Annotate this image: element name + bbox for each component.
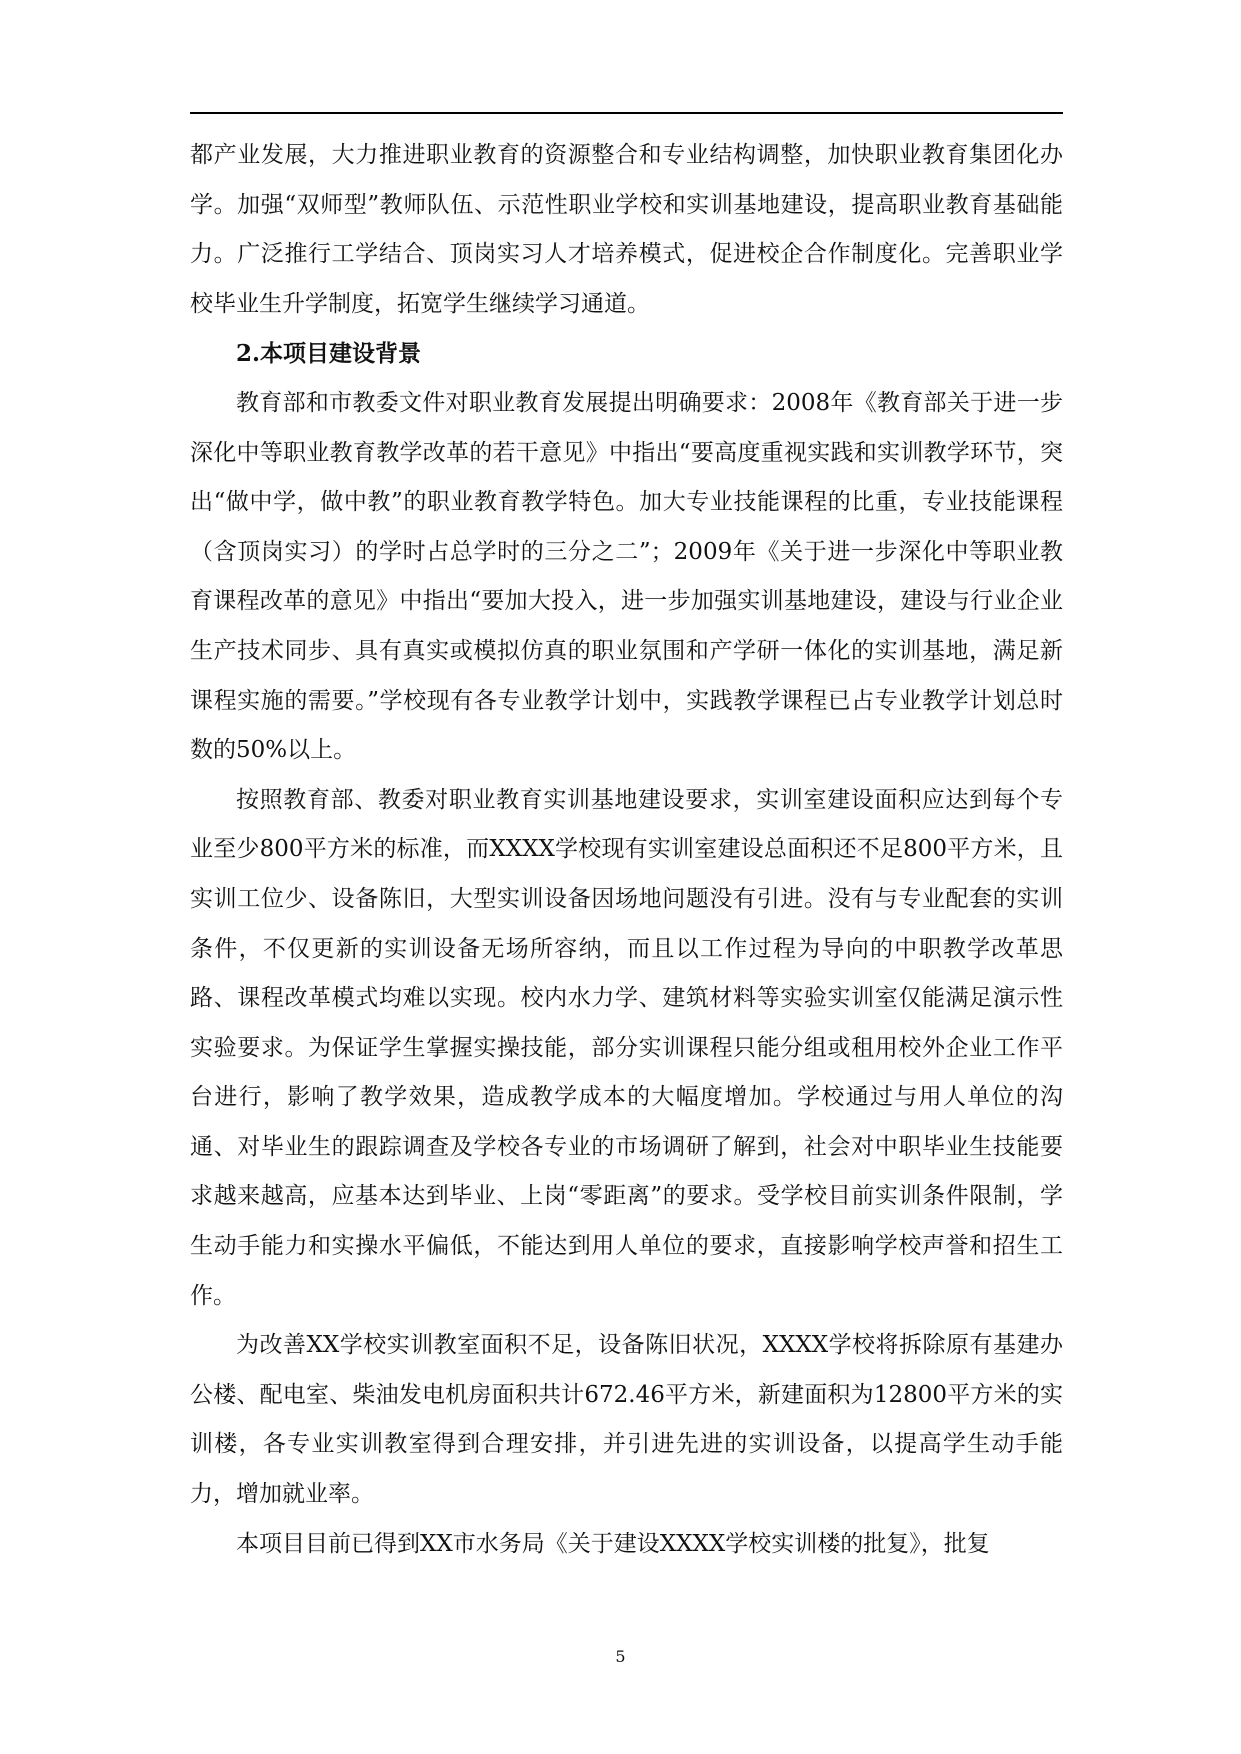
paragraph-approval: 本项目目前已得到XX市水务局《关于建设XXXX学校实训楼的批复》，批复 [236, 1530, 990, 1557]
paragraph-background-requirements: 教育部和市教委文件对职业教育发展提出明确要求：2008年《教育部关于进一步深化中等职业教育教学改革的若干意见》中指出“要高度重视实践和实训教学环节，突出“做中学，做中教”的职业教育教学特色。加大专业技能课程的比重，专业技能课程（含顶岗实习）的学时占总学时的三分之二”；2009年《关于进一步深化中等职业教育课程改革的意见》中指出“要加大投入，进一步加强实训基地建设，建设与行业企业生产技术同步、具有真实或模拟仿真的职业氛围和产学研一体化的实训基地，满足新课程实施的需要。”学校现有各专业教学计划中，实践教学课程已占专业教学计划总时数的50%以上。 [190, 389, 1063, 764]
page-number: 5 [615, 1647, 626, 1666]
section-heading: 2.本项目建设背景 [236, 340, 422, 368]
paragraph-training-base-standards: 按照教育部、教委对职业教育实训基地建设要求，实训室建设面积应达到每个专业至少800平方米的标准，而XXXX学校现有实训室建设总面积还不足800平方米，且实训工位少、设备陈旧，大型实训设备因场地问题没有引进。没有与专业配套的实训条件，不仅更新的实训设备无场所容纳，而且以工作过程为导向的中职教学改革思路、课程改革模式均难以实现。校内水力学、建筑材料等实验实训室仅能满足演示性实验要求。为保证学生掌握实操技能，部分实训课程只能分组或租用校外企业工作平台进行，影响了教学效果，造成教学成本的大幅度增加。学校通过与用人单位的沟通、对毕业生的跟踪调查及学校各专业的市场调研了解到，社会对中职毕业生技能要求越来越高，应基本达到毕业、上岗“零距离”的要求。受学校目前实训条件限制，学生动手能力和实操水平偏低，不能达到用人单位的要求，直接影响学校声誉和招生工作。 [190, 786, 1063, 1309]
header-rule [190, 112, 1063, 114]
document-body [190, 131, 1063, 1569]
paragraph-continuation: 都产业发展，大力推进职业教育的资源整合和专业结构调整，加快职业教育集团化办学。加强“双师型”教师队伍、示范性职业学校和实训基地建设，提高职业教育基础能力。广泛推行工学结合、顶岗实习人才培养模式，促进校企合作制度化。完善职业学校毕业生升学制度，拓宽学生继续学习通道。 [190, 142, 1063, 317]
paragraph-project-plan: 为改善XX学校实训教室面积不足，设备陈旧状况，XXXX学校将拆除原有基建办公楼、配电室、柴油发电机房面积共计672.46平方米，新建面积为12800平方米的实训楼，各专业实训教室得到合理安排，并引进先进的实训设备，以提高学生动手能力，增加就业率。 [190, 1332, 1063, 1508]
